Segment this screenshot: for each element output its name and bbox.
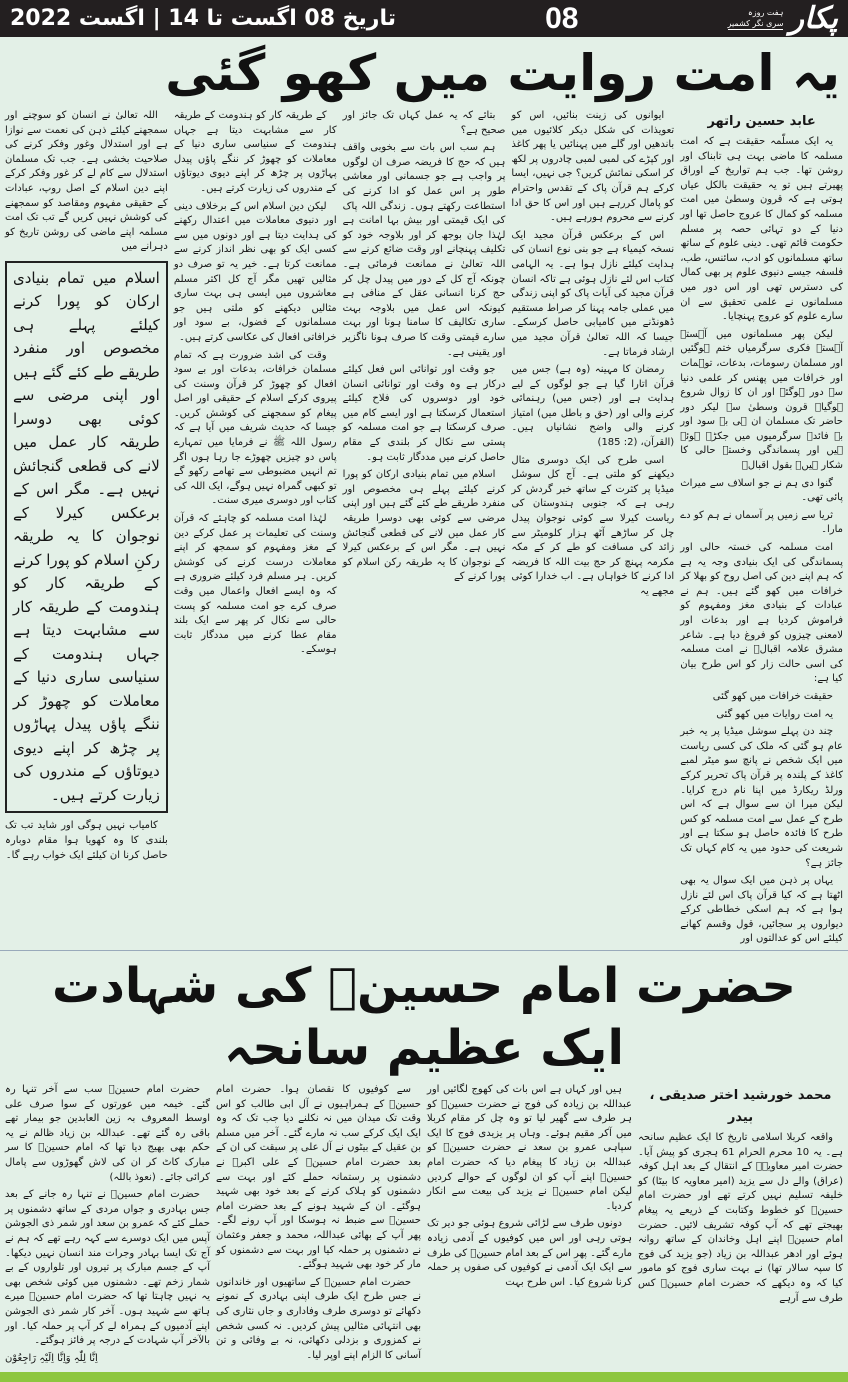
paragraph: یہاں پر ذہن میں ایک سوال یہ بھی اٹھتا ہے کہ کیا قرآن پاک اس لئے نازل ہوا ہے کہ ہم اسکی خطاطی کرکے دیواروں پر سجائیں، قول وقسم کھانے کیلئے اس کو عدالتوں اور [680, 875, 843, 945]
paragraph: واقعہ کربلا اسلامی تاریخ کا ایک عظیم سانحہ ہے۔ یہ 10 محرم الحرام 61 ہجری کو پیش آیا۔ حضرت امیر معاویہؓ کے انتقال کے بعد اہل کوفہ (عراق) والے دل سے یزید (امیر معاویہ کا بیٹا) کو خلیفہ تسلیم نہیں کرتے تھے اور حضرت امام حسینؓ کو خطوط وکتابت کے ذریعے یہ پیغام بھیجتے تھے کہ آپ کوفہ تشریف لائیں۔ حضرت امام حسینؓ اپنے اہل وخاندان کے ساتھ روانہ ہوئے اور ادھر عبداللہ بن زیاد (جو یزید کی فوج کا سپہ سالار تھا) نے بہت ساری فوج کو مامور کیا کہ وہ دیکھے کہ حضرت امام حسینؓ کس طرف سے آرہے [638, 1132, 844, 1304]
article2-headline: حضرت امام حسینؓ کی شہادت ایک عظیم سانحہ [0, 950, 848, 1083]
paragraph: ثریا سے زمیں پر آسماں نے ہم کو دے مارا۔ [680, 509, 843, 536]
article2-column-4 [638, 1083, 843, 1309]
paragraph: بتائے کہ یہ عمل کہاں تک جائز اور صحیح ہے؟ [342, 110, 506, 136]
logo-meta [728, 7, 784, 30]
article2-column-4-body [638, 1131, 843, 1306]
issue-date: تاریخ 08 اگست تا 14 | اگست 2022 [10, 6, 396, 31]
paragraph: دونوں طرف سے لڑائی شروع ہوئی جو دیر تک ہوتی رہی اور اس میں کوفیوں کے آدمی زیادہ مارے گئے۔ پھر اس کے بعد امام حسینؓ کی طرف سے ایک ایک آدمی نے کوفیوں کی صفوں پر حملہ کرنا شروع کیا۔ اس طرح بہت [427, 1218, 632, 1288]
paragraph: وقت کی اشد ضرورت ہے کہ تمام مسلمان خرافات، بدعات اور بے سود افعال کو چھوڑ کر قرآن وسنت کی پیروی کرکے اسلام کے حقیقی اور اصل پیغام کو سمجھنے کی کوشش کریں۔ جیسا کہ حدیث شریف میں آیا ہے کہ رسول اللہ ﷺ نے فرمایا میں تمہارے پاس دو چیزیں چھوڑے جا رہا ہوں اگر تم انہیں مضبوطی سے تھامے رکھو گے تو کبھی گمراہ نہیں ہوگے، ایک اللہ کی کتاب اور دوسری میری سنت۔ [173, 349, 337, 507]
masthead-bar [0, 0, 848, 37]
article2-column-2 [216, 1083, 421, 1366]
paragraph: لیکن دین اسلام اس کے برخلاف دینی اور دنیوی معاملات میں اعتدال رکھنے کی ہدایت دیتا ہے اور دونوں میں سے کسی ایک کو بھی نظر انداز کرنے سے ممانعت کرتا ہے۔ خیر یہ تو صرف دو مثالیں تھیں مگر آج کل اکثر مسلم معاشروں میں ایسی ہی بہت ساری مثالیں دیکھنے کو ملتی ہیں جو مسلمانوں کے فضول، بے سود اور خرافاتی افعال کی عکاسی کرتے ہیں۔ [173, 200, 337, 343]
paragraph: ایوانوں کی زینت بنائیں، اس کو تعویذات کی شکل دیکر کلائیوں میں باندھیں اور گلے میں پہنائیں یا پھر کاغذ اور کپڑے کی لمبی لمبی چادروں پر لکھ کر اسکی نمائش کریں؟ جی نہیں، ایسا کرکے ہم قرآن پاک کے تقدس واحترام کو پامال کررہے ہیں اور اس کا حق ادا کرنے سے محروم ہورہے ہیں۔ [511, 110, 675, 224]
paragraph: کے طریقہ کار کو ہندومت کے طریقہ کار سے مشابہت دیتا ہے جہاں ہندومت کے سنیاسی ساری دنیا کے معاملات کو چھوڑ کر ننگے پاؤں پیدل پہاڑوں پر چڑھ کر اپنے دیوی دیوتاؤں کے مندروں کی زیارت کرتے ہیں۔ [173, 110, 337, 194]
paragraph: یہ ایک مسلّمہ حقیقت ہے کہ امت مسلمہ کا ماضی بہت ہی تابناک اور روشن تھا۔ جب ہم تواریخ کے اوراق پھیرتے ہیں تو یہ حقیقت بالکل عیاں ہوتی ہے کہ قرون وسطیٰ میں امت مسلمہ کو کمال کا عروج حاصل تھا اور دنیا کے دو تہائی حصہ پر مسلم حکومت قائم تھی۔ دینی علوم کے ساتھ ساتھ مسلمانوں کو ادب، سائنس، طب، فلسفہ جیسے دنیوی علوم پر بھی کمال کی دسترس تھی اور اس دور میں مسلمانوں نے علمی تحقیق سے ان سارے علوم کو عروج پہنچایا۔ [680, 136, 843, 323]
article1-column-1-top [5, 109, 168, 255]
paragraph: حضرت امام حسینؓ سب سے آخر تنہا رہ گئے۔ خیمہ میں عورتوں کے سوا صرف علی اوسط المعروف بہ زین العابدین جو بیمار تھے باقی رہ گئے تھے۔ عبداللہ بن زیاد ظالم نے یہ حکم بھی بھیج دیا تھا کہ امام حسینؓ کا سر مبارک کاٹ کر ان کی لاش گھوڑوں سے پامال کرائی جائے۔ (نعوذ باللہ) [5, 1084, 210, 1183]
paragraph: چند دن پہلے سوشل میڈیا پر یہ خبر عام ہو گئی کہ ملک کی کسی ریاست میں ایک شخص نے پانچ سو میٹر لمبے کاغذ کے پلندہ پر قرآن پاک تحریر کرکے ورلڈ ریکارڈ میں اپنا نام درج کرایا۔ لیکن میرا ان سے سوال ہے کہ اس طرح کے عمل سے امت مسلمہ کو کس طرح کا فائدہ حاصل ہو سکتا ہے اور شریعت کی حدود میں یہ کام کہاں تک جائز ہے؟ [680, 726, 843, 869]
article1-column-5-body [680, 135, 843, 947]
article2-column-1-body [5, 1083, 210, 1349]
article1-highlight-box: اسلام میں تمام بنیادی ارکان کو پورا کرنے کیلئے پہلے ہی مخصوص اور منفرد طریقے طے کئے گئے ہیں اور اپنی مرضی سے کوئی بھی دوسرا طریقہ کار عمل میں لانے کی قطعی گنجائش نہیں ہے۔ مگر اس کے برعکس کیرلا کے نوجوان کا یہ طریقہ رکنِ اسلام کو پورا کرنے کے طریقہ کار کو ہندومت کے طریقہ کار سے مشابہت دیتا ہے جہاں ہندومت کے سنیاسی ساری دنیا کے معاملات کو چھوڑ کر ننگے پاؤں پیدل پہاڑوں پر چڑھ کر اپنے دیوی دیوتاؤں کے مندروں کی زیارت کرتے ہیں۔ [5, 261, 168, 814]
article1-author: عابد حسین راتھر [707, 114, 816, 129]
article1-column-1 [5, 109, 168, 866]
paragraph: کامیاب نہیں ہوگی اور شاید تب تک بلندی کا وہ کھویا ہوا مقام دوبارہ حاصل کرنا ان کیلئے ایک خواب رہے گا۔ [5, 820, 168, 861]
article2-column-1 [5, 1083, 210, 1366]
paragraph: امت مسلمہ کی خستہ حالی اور پسماندگی کی ایک بنیادی وجہ یہ ہے کہ ہم اپنے دین کی اصل روح کو بھلا کر خرافات میں کھو گئے ہیں۔ ہم نے عبادات کے بنیادی مغز ومفہوم کو فراموش کردیا ہے اور بدعات اور لامعنی چیزوں کو فروغ دیا ہے۔ شاعر مشرق علامہ اقبالؒ نے امت مسلمہ کی اسی حالت زار کو اس طرح بیان کیا ہے: [680, 542, 843, 685]
article1-columns [0, 109, 848, 950]
paragraph: اللہ تعالیٰ نے انسان کو سوچنے اور سمجھنے کیلئے ذہن کی نعمت سے نوازا ہے اور استدلال وغور وفکر کرنے کی صلاحیت بخشی ہے۔ جب تک مسلمان استدلال سے کام لے کر غور وفکر کرکے اپنے دین اسلام کے اصل روپ، عبادات کے حقیقی مفہوم ومقاصد کو سمجھنے کی کوشش نہیں کریں گے تب تک امت مسلمہ اپنے ماضی کی روشن تاریخ کو دہرانے میں [5, 110, 168, 253]
paragraph: حضرت امام حسینؓ نے تنہا رہ جانے کے بعد جس بہادری و جواں مردی کے ساتھ دشمنوں پر حملے کئے کہ عمرو بن سعد اور شمر ذی الجوشن آپس میں ایک دوسرے سے کہہ رہے تھے کہ ہم نے آج تک ایسا بہادر وجرات مند انسان نہیں دیکھا۔ آپ کے جسم مبارک پر تیروں اور تلواروں کے بے شمار زخم تھے۔ دشمنوں میں کوئی شخص بھی یہ نہیں چاہتا تھا کہ حضرت امام حسینؓ میرے ہاتھ سے شہید ہوں۔ آخر کار شمر ذی الجوشن اپنے آدمیوں کے ہمراہ لے کر آپ پر حملہ کیا۔ اور بالآخر آپ شہادت کے درجہ پر فائز ہوگئے۔ [5, 1189, 210, 1347]
paragraph: حقیقت خرافات میں کھو گئی [712, 690, 833, 702]
logo-tagline: ہفت روزہ [748, 8, 784, 17]
paragraph: ہیں اور کہاں ہے اس بات کی کھوج لگائیں اور عبداللہ بن زیادہ کی فوج نے حضرت حسینؓ کو ہر طرف سے گھیر لیا تو وہ چل کر مقام کربلا میں آکر مقیم ہوئے۔ وہاں پر یزیدی فوج کا ایک سپاہی عمرو بن سعد نے حضرت حسینؓ کو عبداللہ بن زیاد کا پیغام دیا کہ حضرت امام حسینؓ اپنے آپ کو ان لوگوں کے حوالے کردیں لیکن امام حسینؓ نے یزید کی بیعت سے انکار کردیا۔ [427, 1084, 632, 1212]
paragraph: رمضان کا مہینہ (وہ ہے) جس میں قرآن اتارا گیا ہے جو لوگوں کے لیے ہدایت ہے اور (جس میں) رہنمائی کرنے والی اور (حق و باطل میں) امتیاز کرنے والی واضح نشانیاں ہیں۔ (القرآن، (2: 185) [511, 364, 675, 449]
article2-author: محمد خورشید اختر صدیقی ، بیدر [649, 1088, 832, 1126]
paragraph: یہ امت روایات میں کھو گئی [716, 708, 833, 720]
article1-column-3 [343, 109, 506, 588]
paragraph: سے کوفیوں کا نقصان ہوا۔ حضرت امام حسینؓ کے ہمراہیوں نے آل ابی طالب کو اس وقت تک میدان میں نہ نکلنے دیا جب تک کہ وہ ایک ایک کرکے سب نہ مارے گئے۔ آخر میں مسلم بن عقیل کے بیٹوں نے آل علی پر سبقت کی ان کے بعد حضرت امام حسینؓ کے علی اکبرؓ نے دشمنوں پر رستمانہ حملے کئے اور بہت سے دشمنوں کو ہلاک کرنے کے بعد خود بھی شہید ہوگئے۔ ان کے شہید ہونے کے بعد حضرت امام حسینؓ سے ضبط نہ ہوسکا اور آپ رونے لگے۔ پھر آپ کے بھائی عبداللہ، محمد و جعفر وعثمان نے دشمنوں پر حملہ کیا اور بہت سے دشمنوں کو مار کر خود بھی شہید ہوگئے۔ [216, 1084, 421, 1271]
newspaper-logo [728, 1, 838, 37]
paragraph: ہم سب اس بات سے بخوبی واقف ہیں کہ حج کا فریضہ صرف ان لوگوں پر واجب ہے جو جسمانی اور معاشی طور پر اس عمل کو ادا کرنے کی استطاعت رکھتے ہوں۔ زندگی اللہ پاک کی ایک قیمتی اور بیش بہا امانت ہے لہٰذا جان بوجھ کر اور بلاوجہ خود کو تکلیف پہنچانے اور وقت ضائع کرنے سے اللہ تعالیٰ نے ممانعت فرمائی ہے۔ چونکہ آج کل کے دور میں پیدل چل کر حج کرنا انسانی عقل کے منافی ہے کیونکہ اس عمل میں بلاوجہ بہت ساری تکالیف کا سامنا ہونا اور بہت سارے قیمتی وقت کا صرف ہونا ناگزیر اور یقینی ہے۔ [342, 142, 506, 358]
article2-columns [0, 1083, 848, 1366]
paragraph: اس کے برعکس قرآن مجید ایک نسخہ کیمیاء ہے جو بنی نوع انسان کی ہدایت کیلئے نازل ہوا ہے۔ یہ الہامی کتاب اس لئے نازل ہوئی ہے تاکہ انسان قرآن مجید کی آیات پاک کو اپنی زندگی میں عملی جامہ پہنا کر صراط مستقیم ڈھونڈنے میں کامیابی حاصل کرسکے۔ جیسا کہ اللہ تعالیٰ قرآن مجید میں ارشاد فرماتا ہے۔ [511, 229, 675, 358]
logo-wordmark: پکار [789, 0, 838, 36]
article2-column-3 [427, 1083, 632, 1293]
article1-column-5 [680, 109, 843, 950]
paragraph: اسی طرح کی ایک دوسری مثال دیکھنے کو ملتی ہے۔ آج کل سوشل میڈیا پر کثرت کے ساتھ خبر گردش کر رہی ہے کہ جنوبی ہندوستان کی ریاست کیرلا سے کوئی نوجوان پیدل چل کر ساڑھے آٹھ ہزار کلومیٹر سے زائد کی مسافت کو طے کر کے مکہ مکرمہ پہنچ کر حج بیت اللہ کا فریضہ ادا کرنے کا خواہاں ہے۔ اب خدارا کوئی مجھے یہ [511, 454, 675, 597]
paragraph: لیکن پھر مسلمانوں میں آہستہ آہستہ فکری سرگرمیاں ختم ہوگئیں اور مسلمان رسومات، بدعات، توہمات اور خرافات میں پھنس کر علمی دنیا سے دور ہوگئے اور ان کا زوال شروع ہوگیا۔ قرون وسطیٰ سے لیکر دور حاضر تک مسلمان ان ہی بے سود اور بے فائدہ سرگرمیوں میں جکڑے ہوئے ہیں اور پسماندگی وخستہ حالی کا شکار ہیں۔ بقول اقبالؒ [680, 328, 843, 472]
article2-closing: اِنَّا لِلّٰہِ وَاِنَّا اِلَیْہِ رَاجِعُوْن [5, 1352, 98, 1364]
logo-city: سری نگر کشمیر [727, 19, 784, 28]
paragraph: گنوا دی ہم نے جو اسلاف سے میراث پائی تھی۔ [680, 477, 843, 504]
paragraph: حضرت امام حسینؓ کے ساتھیوں اور خاندانوں نے جس طرح ایک طرف اپنی بہادری کے نمونے دکھائے تو دوسری طرف وفاداری و جاں نثاری کی بھی انتہائی مثالیں پیش کردیں۔ نہ کسی شخص نے کمزوری و بزدلی دکھائی، نہ بے وفائی و تن آسانی کا الزام اپنے اوپر لیا۔ [216, 1276, 421, 1361]
paragraph: اسلام میں تمام بنیادی ارکان کو پورا کرنے کیلئے پہلے ہی مخصوص اور منفرد طریقے طے کئے گئے ہیں اور اپنی مرضی سے کوئی بھی دوسرا طریقہ کار عمل میں لانے کی قطعی گنجائش نہیں ہے۔ مگر اس کے برعکس کیرلا کے نوجوان کا یہ طریقہ رکن اسلام کو پورا کرنے کے [342, 469, 506, 583]
paragraph: جو وقت اور توانائی اس فعل کیلئے درکار ہے وہ وقت اور توانائی انسان خود اور دوسروں کی فلاح کیلئے استعمال کرسکتا ہے اور ایسے کام میں صرف کرسکتا ہے جو امت مسلمہ کو پستی سے نکال کر بلندی کے مقام حاصل کرنے میں مددگار ثابت ہو۔ [342, 364, 506, 463]
article1-column-4 [511, 109, 674, 603]
article1-headline: یہ امت روایت میں کھو گئی [165, 44, 840, 102]
footer-color-bar [0, 1372, 848, 1382]
article1-column-1-bottom [5, 819, 168, 863]
page-number: 08 [545, 1, 579, 35]
paragraph: لہٰذا امت مسلمہ کو چاہئے کہ قرآن وسنت کی تعلیمات پر عمل کرکے دین کے مغز ومفہوم کو سمجھ کر اپنے معاملات درست کرنے کی کوشش کریں۔ ہر مسلم فرد کیلئے ضروری ہے کہ وہ ایسے افعال واعمال میں وقت صرف کرے جو امت مسلمہ کو پست حالی سے نکال کر پھر سے ایک بلند مقام عطا کرنے میں مددگار ثابت ہوسکے۔ [173, 513, 337, 656]
article1-column-2 [174, 109, 337, 661]
